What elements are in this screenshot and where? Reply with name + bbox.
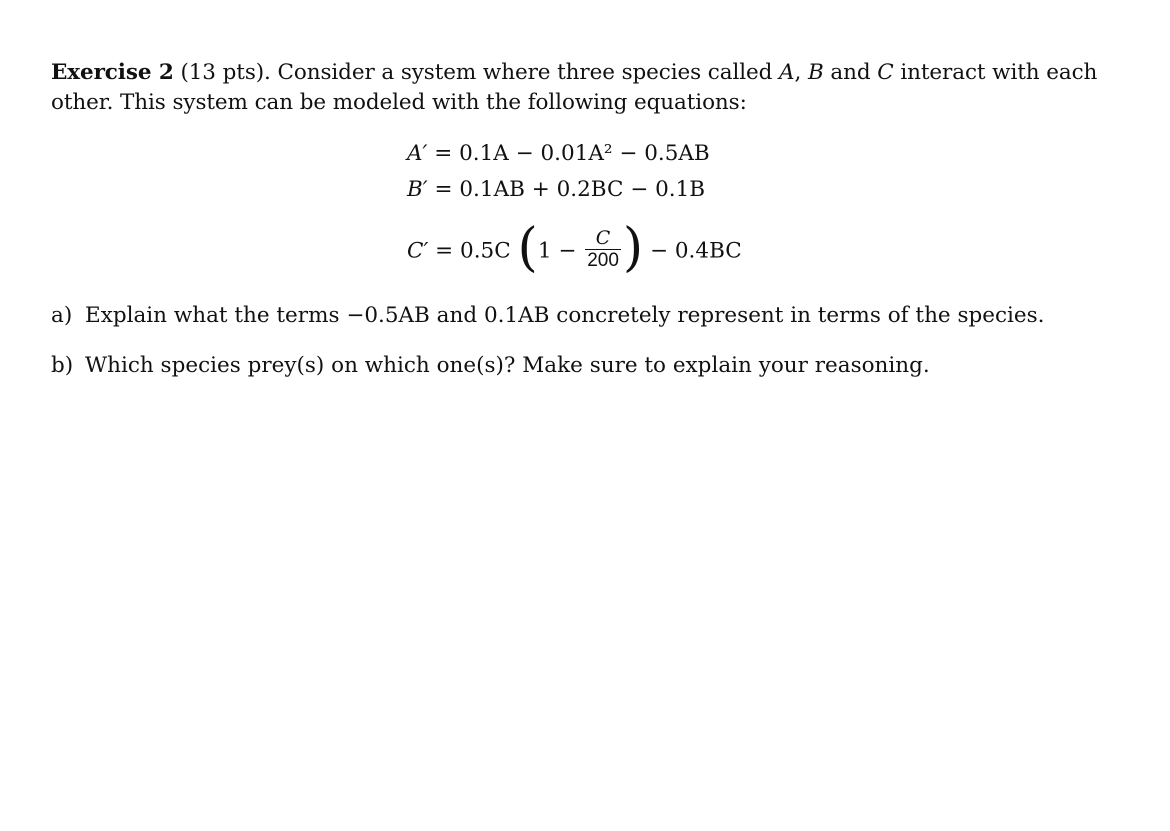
intro-sep-1: , — [794, 60, 808, 85]
exercise-title: Exercise 2 — [51, 60, 174, 85]
intro-text-1: Consider a system where three species called — [270, 60, 780, 85]
question-b — [51, 353, 930, 378]
question-b-label: b) — [51, 353, 74, 378]
intro-text-2: interact with each other. This system can be modeled with the following equations: — [51, 60, 1098, 115]
question-a-text: Explain what the terms −0.5AB and 0.1AB concretely represent in terms of the species. — [85, 303, 1045, 328]
species-b: B — [807, 60, 824, 85]
species-a: A — [779, 60, 795, 85]
question-a-label: a) — [51, 303, 73, 328]
equation-b — [407, 177, 705, 202]
equation-c — [407, 217, 742, 278]
question-b-text: Which species prey(s) on which one(s)? Make sure to explain your reasoning. — [85, 353, 930, 378]
equation-c-close-paren: ) — [622, 217, 644, 278]
equation-c-fraction — [585, 227, 621, 272]
exercise-intro — [51, 58, 1121, 118]
equation-b-lhs: B′ — [407, 177, 428, 202]
equation-a-rhs: = 0.1A − 0.01A² − 0.5AB — [427, 141, 710, 166]
question-a — [51, 303, 1045, 328]
fraction-denominator: 200 — [587, 250, 619, 271]
exercise-points: (13 pts). — [180, 60, 271, 85]
equation-c-open-paren: ( — [517, 217, 538, 278]
equation-c-lhs: C′ — [407, 238, 429, 264]
equation-a-lhs: A′ — [407, 141, 428, 166]
fraction-numerator: C — [595, 227, 611, 249]
equation-c-one-minus: 1 − — [537, 238, 584, 264]
species-c: C — [877, 60, 894, 85]
equation-a — [407, 141, 710, 166]
equation-b-rhs: = 0.1AB + 0.2BC − 0.1B — [427, 177, 706, 202]
equation-c-suffix: − 0.4BC — [643, 238, 742, 264]
equation-c-prefix: = 0.5C — [428, 238, 518, 264]
intro-sep-2: and — [823, 60, 878, 85]
